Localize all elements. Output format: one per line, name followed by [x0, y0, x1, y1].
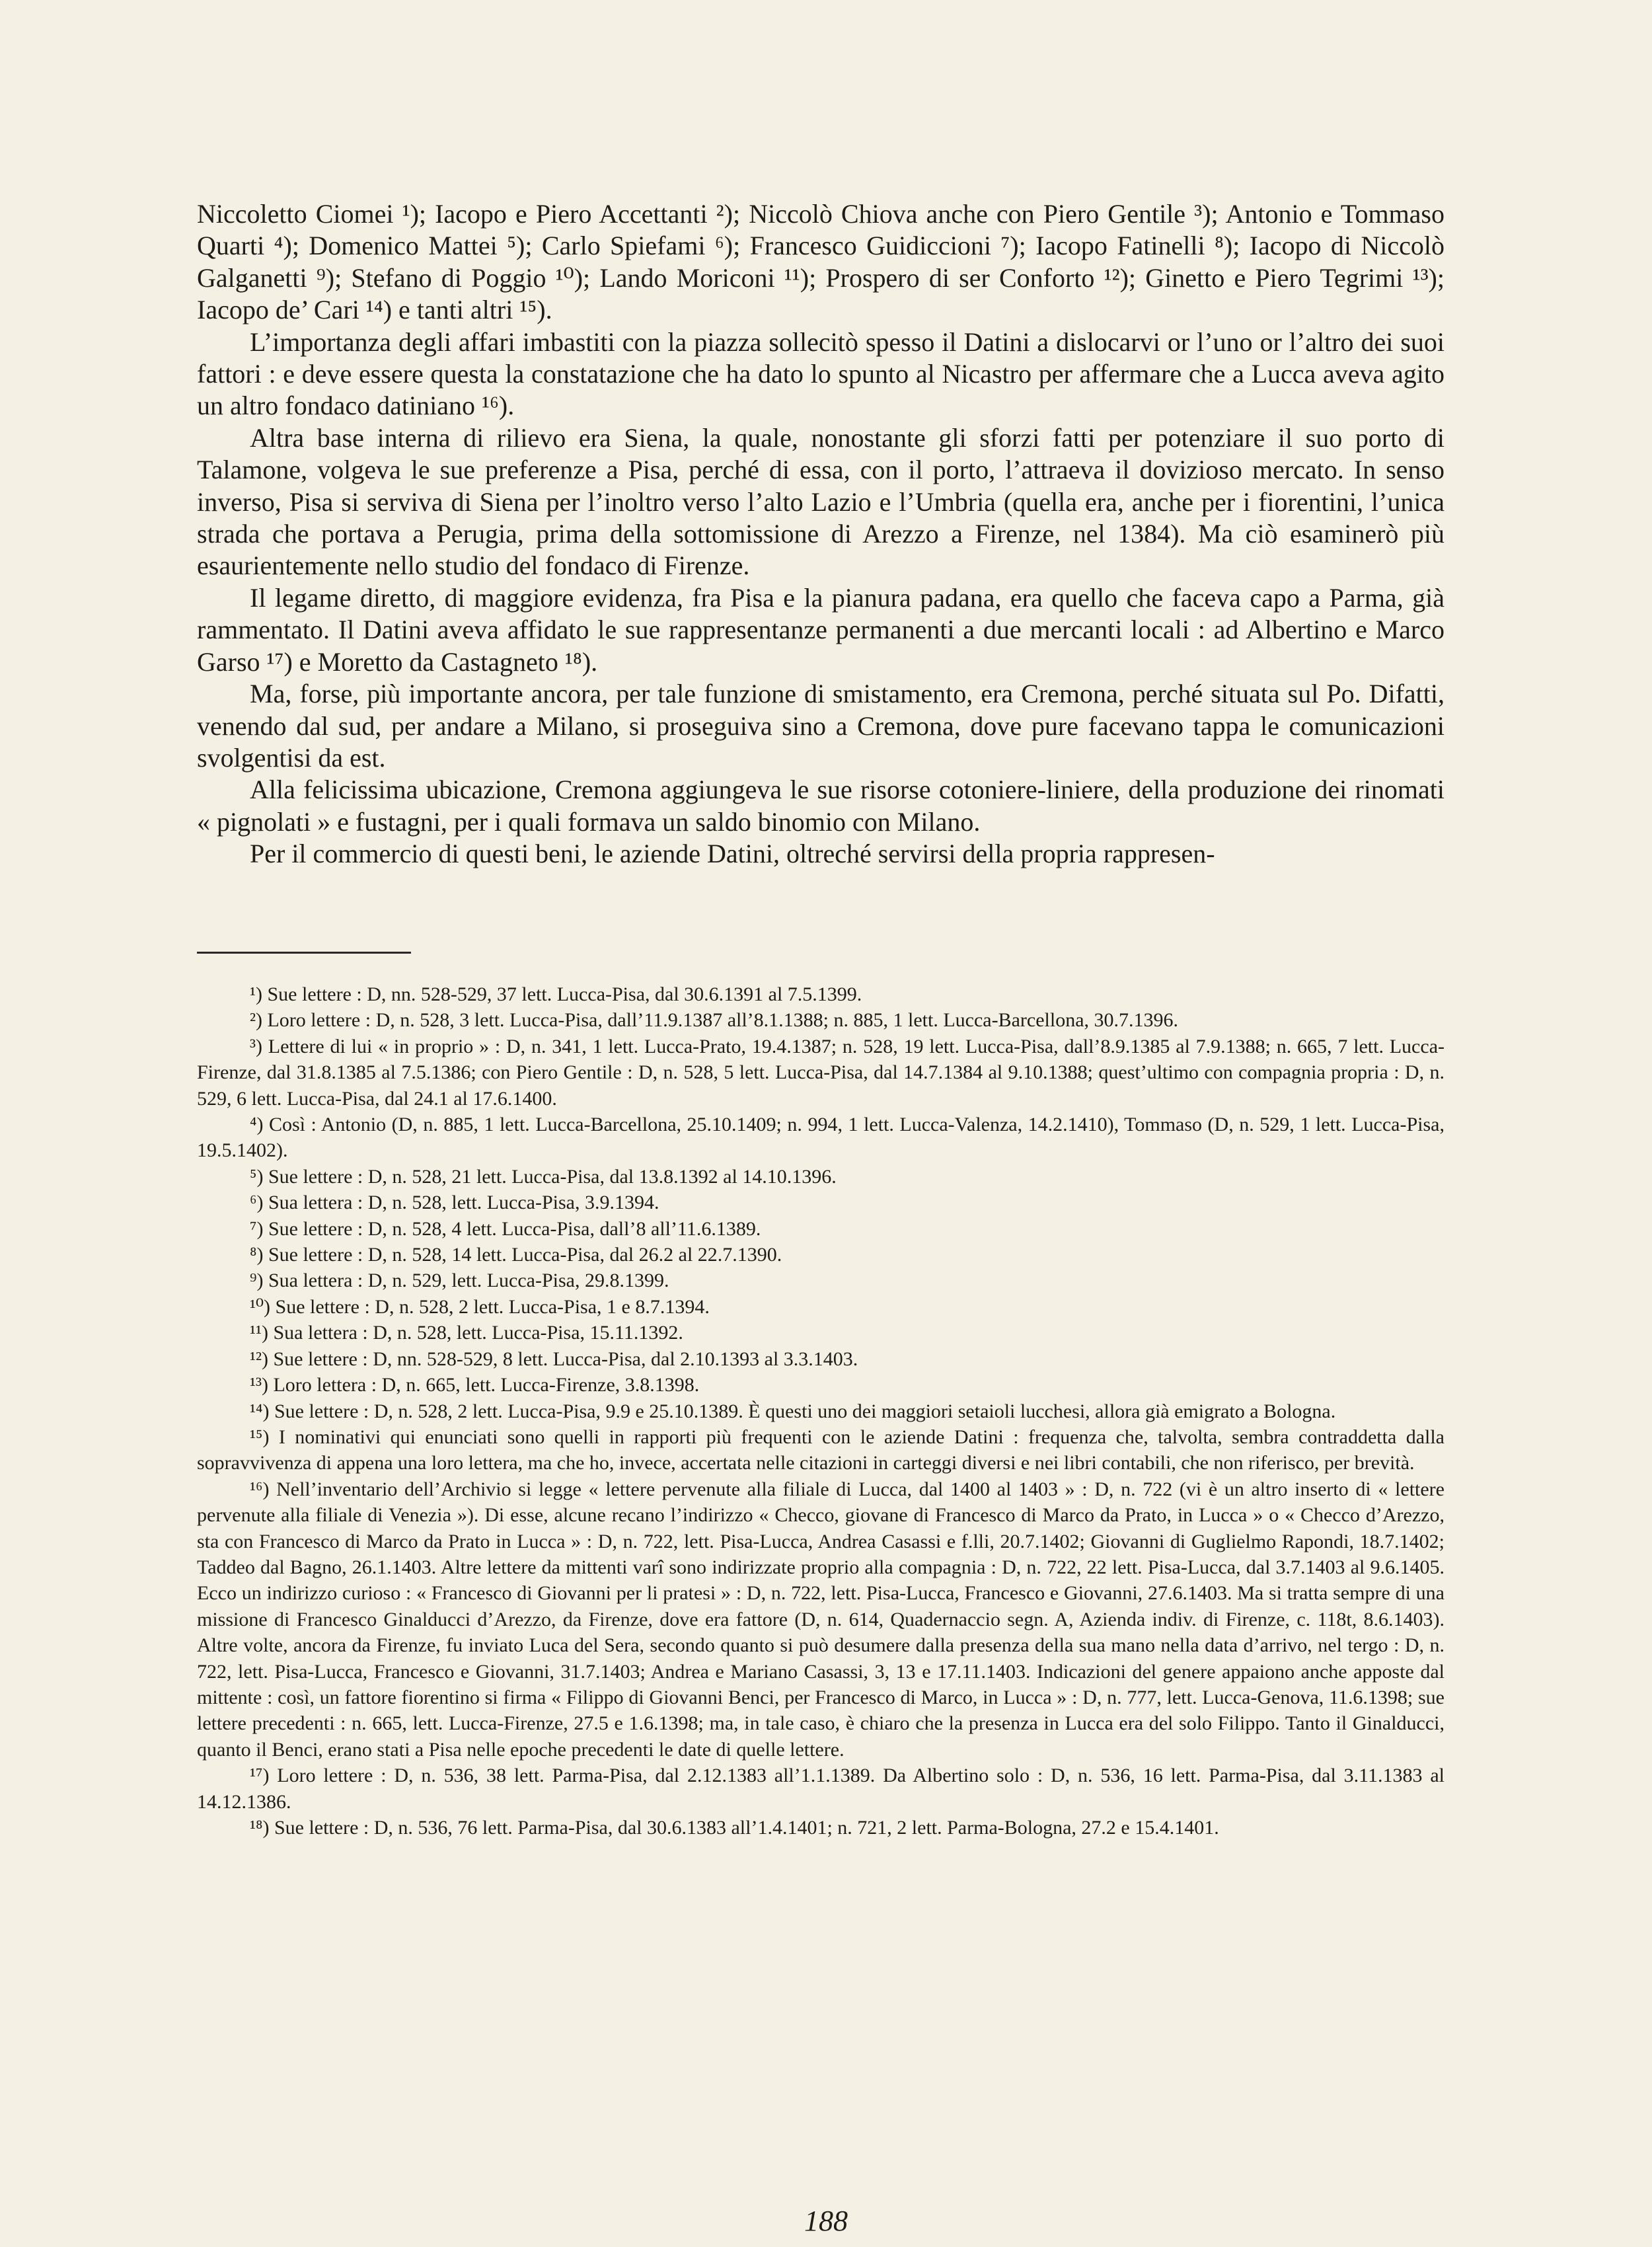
main-text — [197, 198, 1445, 870]
footnote: ²) Loro lettere : D, n. 528, 3 lett. Lucca-Pisa, dall’11.9.1387 all’8.1.1388; n. 885, 1 lett. Lucca-Barcellona, 30.7.1396. — [250, 1009, 1179, 1032]
footnote: ¹³) Loro lettera : D, n. 665, lett. Lucca-Firenze, 3.8.1398. — [250, 1374, 700, 1396]
paragraph: Per il commercio di questi beni, le aziende Datini, oltreché servirsi della propria rappresen- — [250, 839, 1215, 869]
paragraph: Il legame diretto, di maggiore evidenza, fra Pisa e la pianura padana, era quello che faceva capo a Parma, già rammentato. Il Datini aveva affidato le sue rappresentanze permanenti a due mercanti locali : ad Albertino e Marco Garso ¹⁷) e Moretto da Castagneto ¹⁸). — [197, 582, 1445, 677]
footnote: ¹⁰) Sue lettere : D, n. 528, 2 lett. Lucca-Pisa, 1 e 8.7.1394. — [250, 1295, 710, 1318]
paragraph: Niccoletto Ciomei ¹); Iacopo e Piero Accettanti ²); Niccolò Chiova anche con Piero Gentile ³); Antonio e Tommaso Quarti ⁴); Domenico Mattei ⁵); Carlo Spiefami ⁶); Francesco Guidiccioni ⁷); Iacopo Fatinelli ⁸); Iacopo di Niccolò Galganetti ⁹); Stefano di Poggio ¹⁰); Lando Moriconi ¹¹); Prospero di ser Conforto ¹²); Ginetto e Piero Tegrimi ¹³); Iacopo de’ Cari ¹⁴) e tanti altri ¹⁵). — [197, 199, 1445, 325]
paragraph: Altra base interna di rilievo era Siena, la quale, nonostante gli sforzi fatti per potenziare il suo porto di Talamone, volgeva le sue preferenze a Pisa, perché di essa, con il porto, l’attraeva il dovizioso mercato. In senso inverso, Pisa si serviva di Siena per l’inoltro verso l’alto Lazio e l’Umbria (quella era, anche per i fiorentini, l’unica strada che portava a Perugia, prima della sottomissione di Arezzo a Firenze, nel 1384). Ma ciò esaminerò più esaurientemente nello studio del fondaco di Firenze. — [197, 422, 1445, 581]
footnote: ¹⁵) I nominativi qui enunciati sono quelli in rapporti più frequenti con le aziende Datini : frequenza che, talvolta, sembra contraddetta dalla sopravvivenza di appena una loro lettera, ma che ho, invece, accertata nelle citazioni in carteggi diversi e nei libri contabili, che non riferisco, per brevità. — [197, 1426, 1445, 1474]
paragraph: Alla felicissima ubicazione, Cremona aggiungeva le sue risorse cotoniere-liniere, della produzione dei rinomati « pignolati » e fustagni, per i quali formava un saldo binomio con Milano. — [197, 775, 1445, 837]
footnote: ¹) Sue lettere : D, nn. 528-529, 37 lett. Lucca-Pisa, dal 30.6.1391 al 7.5.1399. — [250, 983, 862, 1005]
footnote: ¹⁸) Sue lettere : D, n. 536, 76 lett. Parma-Pisa, dal 30.6.1383 all’1.4.1401; n. 721, 2 lett. Parma-Bologna, 27.2 e 15.4.1401. — [250, 1817, 1219, 1839]
footnote: ¹²) Sue lettere : D, nn. 528-529, 8 lett. Lucca-Pisa, dal 2.10.1393 al 3.3.1403. — [250, 1348, 858, 1370]
footnote: ³) Lettere di lui « in proprio » : D, n. 341, 1 lett. Lucca-Prato, 19.4.1387; n. 528, 19 lett. Lucca-Pisa, dall’8.9.1385 al 7.9.1388; n. 665, 7 lett. Lucca-Firenze, dal 31.8.1385 al 7.5.1386; con Piero Gentile : D, n. 528, 5 lett. Lucca-Pisa, dal 14.7.1384 al 9.10.1388; quest’ultimo con compagnia propria : D, n. 529, 6 lett. Lucca-Pisa, dal 24.1 al 17.6.1400. — [197, 1035, 1445, 1110]
footnote: ⁴) Così : Antonio (D, n. 885, 1 lett. Lucca-Barcellona, 25.10.1409; n. 994, 1 lett. Lucca-Valenza, 14.2.1410), Tommaso (D, n. 529, 1 lett. Lucca-Pisa, 19.5.1402). — [197, 1114, 1445, 1162]
footnote: ⁸) Sue lettere : D, n. 528, 14 lett. Lucca-Pisa, dal 26.2 al 22.7.1390. — [250, 1244, 782, 1266]
footnote: ⁹) Sua lettera : D, n. 529, lett. Lucca-Pisa, 29.8.1399. — [250, 1270, 669, 1292]
paragraph: Ma, forse, più importante ancora, per tale funzione di smistamento, era Cremona, perché situata sul Po. Difatti, venendo dal sud, per andare a Milano, si proseguiva sino a Cremona, dove pure facevano tappa le comunicazioni svolgentisi da est. — [197, 679, 1445, 773]
footnote: ¹⁴) Sue lettere : D, n. 528, 2 lett. Lucca-Pisa, 9.9 e 25.10.1389. È questi uno dei maggiori setaioli lucchesi, allora già emigrato a Bologna. — [250, 1400, 1336, 1422]
footnote: ⁷) Sue lettere : D, n. 528, 4 lett. Lucca-Pisa, dall’8 all’11.6.1389. — [250, 1217, 761, 1240]
paragraph: L’importanza degli affari imbastiti con la piazza sollecitò spesso il Datini a dislocarvi or l’uno or l’altro dei suoi fattori : e deve essere questa la constatazione che ha dato lo spunto al Nicastro per affermare che a Lucca aveva agito un altro fondaco datiniano ¹⁶). — [197, 326, 1445, 421]
page-number: 188 — [804, 2205, 848, 2237]
footnote: ⁵) Sue lettere : D, n. 528, 21 lett. Lucca-Pisa, dal 13.8.1392 al 14.10.1396. — [250, 1165, 837, 1188]
footnote: ¹⁷) Loro lettere : D, n. 536, 38 lett. Parma-Pisa, dal 2.12.1383 all’1.1.1389. Da Albertino solo : D, n. 536, 16 lett. Parma-Pisa, dal 3.11.1383 al 14.12.1386. — [197, 1765, 1445, 1813]
footnote-separator — [197, 952, 411, 954]
footnote: ¹¹) Sua lettera : D, n. 528, lett. Lucca-Pisa, 15.11.1392. — [250, 1322, 683, 1344]
footnote: ¹⁶) Nell’inventario dell’Archivio si legge « lettere pervenute alla filiale di Lucca, dal 1400 al 1403 » : D, n. 722 (vi è un altro inserto di « lettere pervenute alla filiale di Venezia »). Di esse, alcune recano l’indirizzo « Checco, giovane di Francesco di Marco da Prato, in Lucca » o « Checco d’Arezzo, sta con Francesco di Marco da Prato in Lucca » : D, n. 722, lett. Pisa-Lucca, Andrea Casassi e f.lli, 20.7.1402; Giovanni di Guglielmo Rapondi, 18.7.1402; Taddeo dal Bagno, 26.1.1403. Altre lettere da mittenti varî sono indirizzate proprio alla compagnia : D, n. 722, 22 lett. Pisa-Lucca, dal 3.7.1403 al 9.6.1405. Ecco un indirizzo curioso : « Francesco di Giovanni per li pratesi » : D, n. 722, lett. Pisa-Lucca, Francesco e Giovanni, 27.6.1403. Ma si tratta sempre di una missione di Francesco Ginalducci d’Arezzo, da Firenze, dove era fattore (D, n. 614, Quadernaccio segn. A, Azienda indiv. di Firenze, c. 118t, 8.6.1403). Altre volte, ancora da Firenze, fu inviato Luca del Sera, secondo quanto si può desumere dalla presenza della sua mano nella data d’arrivo, nel tergo : D, n. 722, lett. Pisa-Lucca, Francesco e Giovanni, 31.7.1403; Andrea e Mariano Casassi, 3, 13 e 17.11.1403. Indicazioni del genere appaiono anche apposte dal mittente : così, un fattore fiorentino si firma « Filippo di Giovanni Benci, per Francesco di Marco, in Lucca » : D, n. 777, lett. Lucca-Genova, 11.6.1398; sue lettere precedenti : n. 665, lett. Lucca-Firenze, 27.5 e 1.6.1398; ma, in tale caso, è chiaro che la presenza in Lucca era del solo Filippo. Tanto il Ginalducci, quanto il Benci, erano stati a Pisa nelle epoche precedenti le date di quelle lettere. — [197, 1478, 1445, 1761]
footnotes — [197, 981, 1445, 1841]
footnote: ⁶) Sua lettera : D, n. 528, lett. Lucca-Pisa, 3.9.1394. — [250, 1192, 659, 1214]
